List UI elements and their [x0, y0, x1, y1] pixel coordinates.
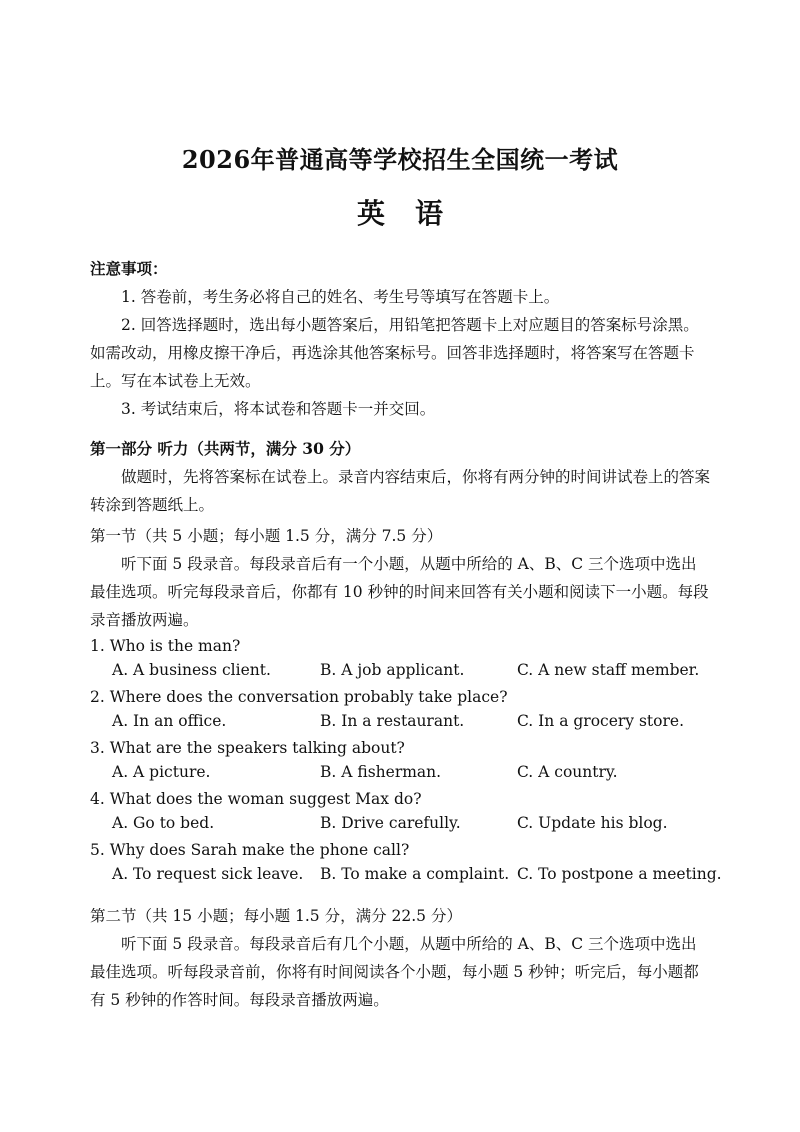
question-5: 5. Why does Sarah make the phone call? [90, 841, 410, 859]
notice-heading: 注意事项： [90, 259, 168, 278]
options-1 [90, 658, 730, 683]
notice-item-3: 3. 考试结束后，将本试卷和答题卡一并交回。 [121, 400, 436, 418]
option-3a: A. A picture. [112, 763, 211, 781]
question-2: 2. Where does the conversation probably take place? [90, 688, 508, 706]
options-3 [90, 760, 730, 785]
question-3: 3. What are the speakers talking about? [90, 739, 405, 757]
option-4a: A. Go to bed. [112, 814, 215, 832]
section1 [90, 522, 710, 634]
part1-intro: 做题时，先将答案标在试卷上。录音内容结束后，你将有两分钟的时间讲试卷上的答案转涂到答题纸上。 [90, 468, 711, 514]
option-1b: B. A job applicant. [320, 661, 465, 679]
notice-item-2: 2. 回答选择题时，选出每小题答案后，用铅笔把答题卡上对应题目的答案标号涂黑。如需改动，用橡皮擦干净后，再选涂其他答案标号。回答非选择题时，将答案写在答题卡上。写在本试卷上无效。 [90, 316, 699, 390]
notice-section [90, 255, 710, 423]
option-2a: A. In an office. [112, 712, 227, 730]
section1-heading: 第一节（共 5 小题；每小题 1.5 分，满分 7.5 分） [90, 527, 443, 545]
subject-title: 英语 [356, 197, 473, 230]
option-5b: B. To make a complaint. [320, 865, 510, 883]
option-3c: C. A country. [517, 763, 618, 781]
section1-instructions: 听下面 5 段录音。每段录音后有一个小题，从题中所给的 A、B、C 三个选项中选出最佳选项。听完每段录音后，你都有 10 秒钟的时间来回答有关小题和阅读下一小题。每段录音播放两遍。 [90, 555, 709, 629]
notice-item-1: 1. 答卷前，考生务必将自己的姓名、考生号等填写在答题卡上。 [121, 288, 560, 306]
option-2b: B. In a restaurant. [320, 712, 465, 730]
options-2 [90, 709, 730, 734]
option-5a: A. To request sick leave. [112, 865, 304, 883]
option-1a: A. A business client. [112, 661, 271, 679]
option-4c: C. Update his blog. [517, 814, 668, 832]
option-4b: B. Drive carefully. [320, 814, 461, 832]
question-4: 4. What does the woman suggest Max do? [90, 790, 422, 808]
section2-instructions: 听下面 5 段录音。每段录音后有几个小题，从题中所给的 A、B、C 三个选项中选出最佳选项。听每段录音前，你将有时间阅读各个小题，每小题 5 秒钟；听完后，每小题都有 5 秒钟的作答时间。每段录音播放两遍。 [90, 935, 699, 1009]
part1-heading: 第一部分 听力（共两节，满分 30 分） [90, 439, 361, 458]
exam-title: 2026年普通高等学校招生全国统一考试 [181, 145, 619, 174]
question-1: 1. Who is the man? [90, 637, 241, 655]
options-4 [90, 811, 730, 836]
section2-heading: 第二节（共 15 小题；每小题 1.5 分，满分 22.5 分） [90, 907, 462, 925]
options-5 [90, 862, 730, 887]
option-1c: C. A new staff member. [517, 661, 700, 679]
option-3b: B. A fisherman. [320, 763, 442, 781]
question-list [90, 634, 730, 889]
part1-section [90, 435, 710, 519]
option-2c: C. In a grocery store. [517, 712, 684, 730]
option-5c: C. To postpone a meeting. [517, 865, 722, 883]
section2 [90, 902, 710, 1014]
